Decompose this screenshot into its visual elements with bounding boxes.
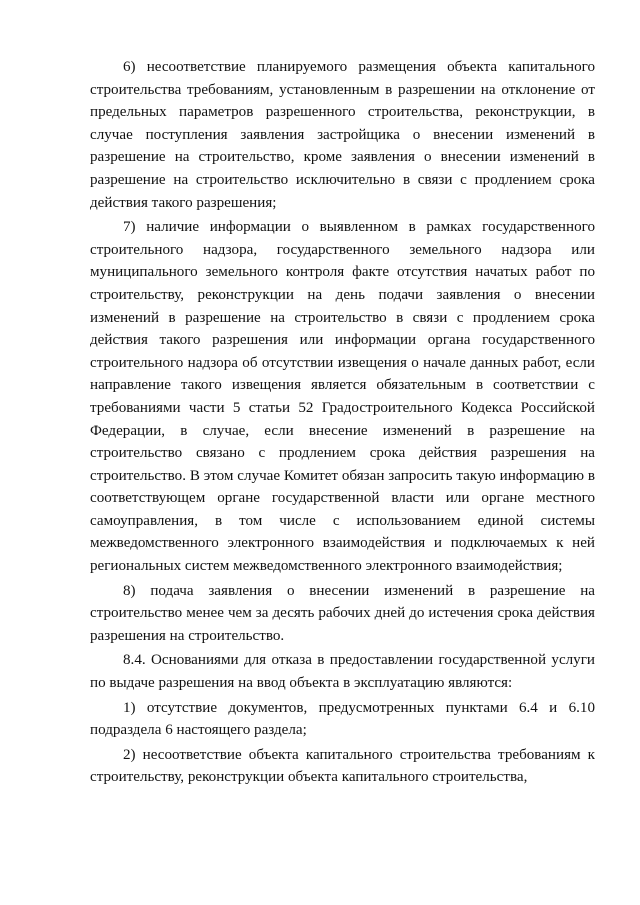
document-page — [90, 56, 595, 791]
paragraph-section-8-4: 8.4. Основаниями для отказа в предоставлении государственной услуги по выдаче разрешения на ввод объекта в эксплуатацию являются: — [90, 652, 595, 692]
paragraph-item-8: 8) подача заявления о внесении изменений в разрешение на строительство менее чем за десять рабочих дней до истечения срока действия разрешения на строительство. — [90, 582, 595, 644]
paragraph-item-2: 2) несоответствие объекта капитального строительства требованиям к строительству, реконструкции объекта капитального строительства, — [90, 746, 595, 786]
paragraph-item-6: 6) несоответствие планируемого размещения объекта капитального строительства требованиям, установленным в разрешении на отклонение от предельных параметров разрешенного строительства, реконструкции, в случае поступления заявления застройщика о внесении изменений в разрешение на строительство, кроме заявления о внесении изменений в разрешение на строительство исключительно в связи с продлением срока действия такого разрешения; — [90, 59, 595, 211]
paragraph-item-7: 7) наличие информации о выявленном в рамках государственного строительного надзора, государственного земельного надзора или муниципального земельного контроля факте отсутствия начатых работ по строительству, реконструкции на день подачи заявления о внесении изменений в разрешение на строительство в связи с продлением срока действия такого разрешения или информации органа государственного строительного надзора об отсутствии извещения о начале данных работ, если направление такого извещения является обязательным в соответствии с требованиями части 5 статьи 52 Градостроительного Кодекса Российской Федерации, в случае, если внесение изменений в разрешение на строительство связано с продлением срока действия разрешения на строительство. В этом случае Комитет обязан запросить такую информацию в соответствующем органе государственной власти или органе местного самоуправления, в том числе с использованием единой системы межведомственного электронного взаимодействия и подключаемых к ней региональных систем межведомственного электронного взаимодействия; — [90, 219, 595, 575]
paragraph-item-1: 1) отсутствие документов, предусмотренных пунктами 6.4 и 6.10 подраздела 6 настоящего раздела; — [90, 699, 595, 739]
